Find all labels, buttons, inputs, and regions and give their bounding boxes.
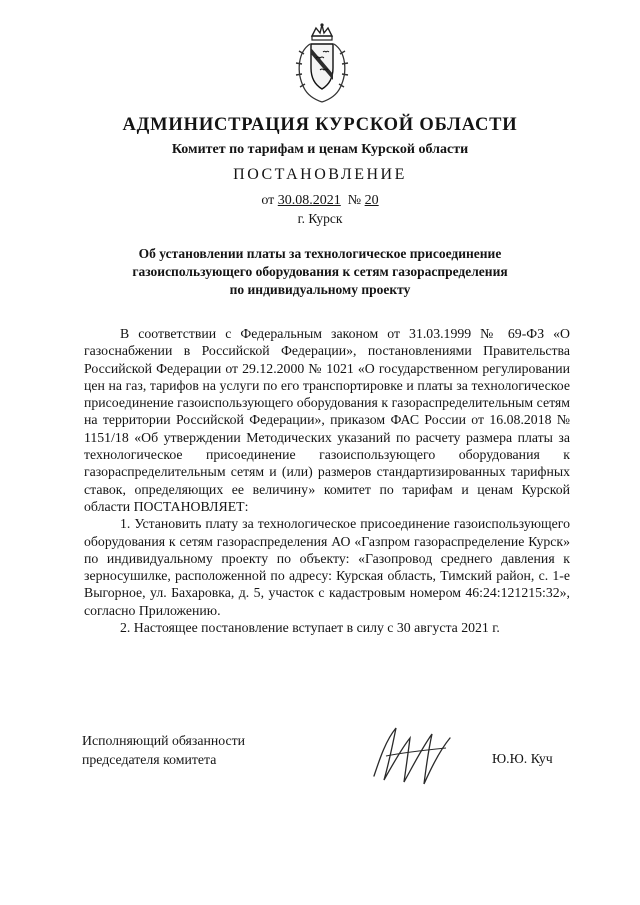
date-prefix: от xyxy=(261,193,275,208)
document-title xyxy=(0,245,640,299)
committee-name: Комитет по тарифам и ценам Курской области xyxy=(171,142,469,157)
title-line: Об установлении платы за технологическое присоединение xyxy=(138,246,502,261)
organization-name: АДМИНИСТРАЦИЯ КУРСКОЙ ОБЛАСТИ xyxy=(122,115,518,135)
city: г. Курск xyxy=(297,211,343,226)
document-date: 30.08.2021 xyxy=(277,193,341,208)
preamble-paragraph: В соответствии с Федеральным законом от 31.03.1999 № 69-ФЗ «О газоснабжении в Российской Федерации», постановлениями Правительства Российской Федерации от 29.12.2000 № 1021 «О государственном регулировании цен на газ, тарифов на услуги по его транспортировке и платы за технологическое присоединение газоиспользующего оборудования к газораспределительным сетям на территории Российской Федерации», приказом ФАС России от 16.08.2018 № 1151/18 «Об утверждении Методических указаний по расчету размера платы за технологическое присоединение газоиспользующего оборудования к газораспределительным сетям и (или) размеров стандартизированных тарифных ставок, определяющих ее величину» комитет по тарифам и ценам Курской области ПОСТАНОВЛЯЕТ: xyxy=(84,326,570,514)
document-number: 20 xyxy=(364,193,379,208)
item-2-paragraph: 2. Настоящее постановление вступает в силу с 30 августа 2021 г. xyxy=(120,620,500,636)
number-prefix: № xyxy=(347,193,362,208)
position-line: Исполняющий обязанности xyxy=(82,733,245,748)
handwritten-signature xyxy=(366,718,466,788)
position-line: председателя комитета xyxy=(82,752,217,767)
coat-of-arms-emblem xyxy=(290,22,354,104)
title-line: по индивидуальному проекту xyxy=(229,282,411,297)
document-body xyxy=(84,325,570,636)
title-line: газоиспользующего оборудования к сетям газораспределения xyxy=(132,264,508,279)
item-1-paragraph: 1. Установить плату за технологическое присоединение газоиспользующего оборудования к сетям газораспределения АО «Газпром газораспределение Курск» по индивидуальному проекту по объекту: «Газопровод среднего давления к зерносушилке, расположенной по адресу: Курская область, Тимский район, с. 1-е Выгорное, ул. Бахаровка, д. 5, участок с кадастровым номером 46:24:121215:32», согласно Приложению. xyxy=(84,516,570,618)
document-type: ПОСТАНОВЛЕНИЕ xyxy=(233,166,407,183)
signatory-name: Ю.Ю. Куч xyxy=(492,751,553,766)
date-number-line xyxy=(0,193,640,209)
signatory-position xyxy=(82,731,245,769)
